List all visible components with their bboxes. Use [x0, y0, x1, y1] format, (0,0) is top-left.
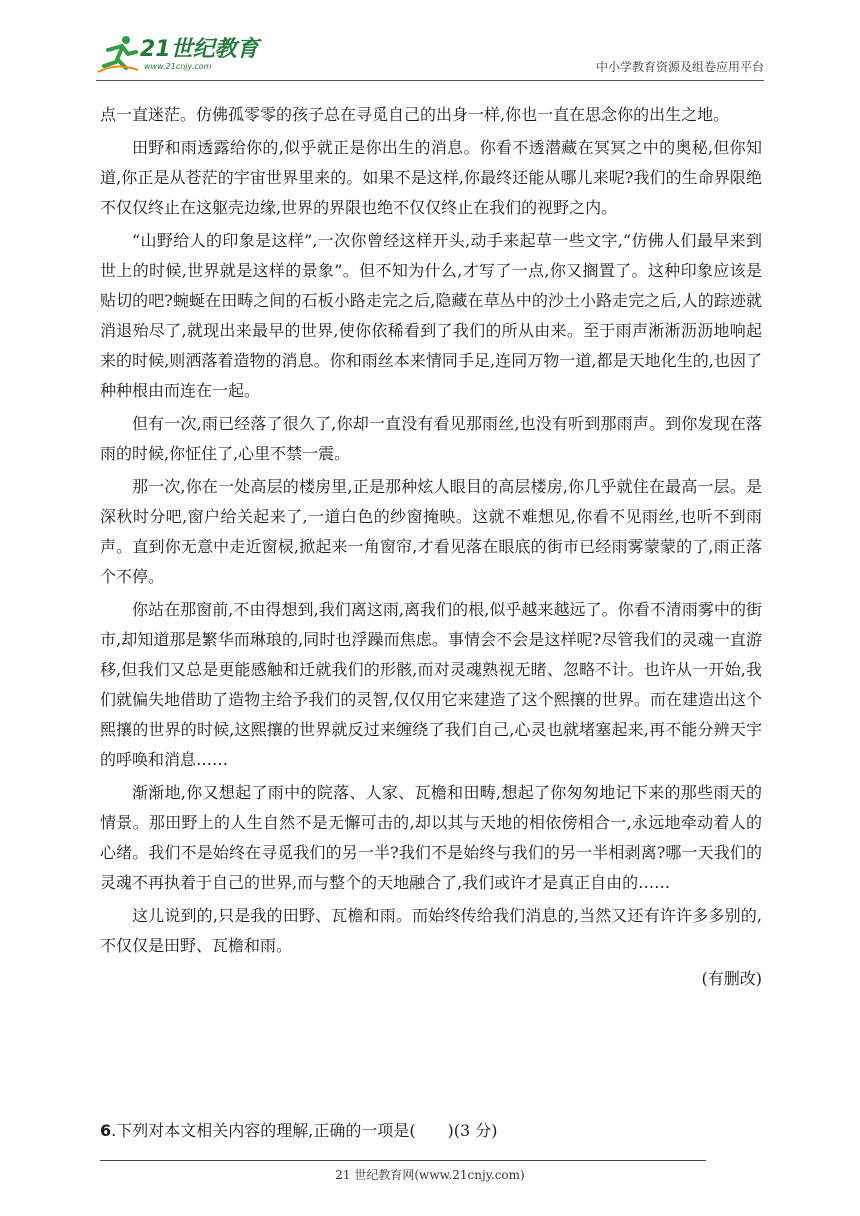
source-note: (有删改) — [701, 969, 762, 988]
paragraph: 这儿说到的,只是我的田野、瓦檐和雨。而始终传给我们消息的,当然又还有许许多多别的,不仅仅是田野、瓦檐和雨。 — [100, 906, 762, 955]
paragraph: 渐渐地,你又想起了雨中的院落、人家、瓦檐和田畴,想起了你匆匆地记下来的那些雨天的情景。那田野上的人生自然不是无懈可击的,却以其与天地的相依傍相合一,永远地牵动着人的心绪。我们不是始终在寻觅我们的另一半?我们不是始终与我们的另一半相剥离?哪一天我们的灵魂不再执着于自己的世界,而与整个的天地融合了,我们或许才是真正自由的…… — [100, 783, 762, 892]
question-number: 6 — [100, 1121, 112, 1140]
question-text: .下列对本文相关内容的理解,正确的一项是( )(3 分) — [111, 1121, 498, 1140]
paragraph: “山野给人的印象是这样”,一次你曾经这样开头,动手来起草一些文字,“仿佛人们最早来到世上的时候,世界就是这样的景象”。但不知为什么,才写了一点,你又搁置了。这种印象应该是贴切的吧?蜿蜒在田畴之间的石板小路走完之后,隐藏在草丛中的沙土小路走完之后,人的踪迹就消退殆尽了,就现出来最早的世界,使你依稀看到了我们的所从由来。至于雨声淅淅沥沥地响起来的时候,则洒落着造物的消息。你和雨丝本来情同手足,连同万物一道,都是天地化生的,也因了种种根由而连在一起。 — [100, 231, 762, 400]
logo-url: www.21cnjy.com — [144, 62, 212, 71]
paragraph: 点一直迷茫。仿佛孤零零的孩子总在寻觅自己的出身一样,你也一直在思念你的出生之地。 — [100, 105, 730, 124]
page-header — [96, 28, 764, 81]
footer-divider — [100, 1160, 706, 1161]
logo-text: 21世纪教育 — [140, 37, 259, 62]
paragraph: 田野和雨透露给你的,似乎就正是你出生的消息。你看不透潜藏在冥冥之中的奥秘,但你知道,你正是从苍茫的宇宙世界里来的。如果不是这样,你最终还能从哪儿来呢?我们的生命界限绝不仅仅终止在这躯壳边缘,世界的界限也绝不仅仅终止在我们的视野之内。 — [100, 138, 762, 217]
site-logo[interactable] — [96, 32, 266, 76]
paragraph: 那一次,你在一处高层的楼房里,正是那种炫人眼目的高层楼房,你几乎就住在最高一层。是深秋时分吧,窗户给关起来了,一道白色的纱窗掩映。这就不难想见,你看不见雨丝,也听不到雨声。直到你无意中走近窗棂,掀起来一角窗帘,才看见落在眼底的街市已经雨雾蒙蒙的了,雨正落个不停。 — [100, 477, 762, 586]
paragraph: 你站在那窗前,不由得想到,我们离这雨,离我们的根,似乎越来越远了。你看不清雨雾中的街市,却知道那是繁华而琳琅的,同时也浮躁而焦虑。事情会不会是这样呢?尽管我们的灵魂一直游移,但我们又总是更能感触和迁就我们的形骸,而对灵魂熟视无睹、忽略不计。也许从一开始,我们就偏失地借助了造物主给予我们的灵智,仅仅用它来建造了这个熙攘的世界。而在建造出这个熙攘的世界的时候,这熙攘的世界就反过来缠绕了我们自己,心灵也就堵塞起来,再不能分辨天宇的呼唤和消息…… — [100, 600, 762, 769]
page-footer: 21 世纪教育网(www.21cnjy.com) — [335, 1168, 525, 1182]
question-6 — [100, 1118, 498, 1141]
runner-logo-icon — [96, 32, 140, 76]
platform-label: 中小学教育资源及组卷应用平台 — [595, 60, 764, 74]
article-body — [100, 100, 762, 997]
paragraph: 但有一次,雨已经落了很久了,你却一直没有看见那雨丝,也没有听到那雨声。到你发现在落雨的时候,你怔住了,心里不禁一震。 — [100, 414, 762, 463]
